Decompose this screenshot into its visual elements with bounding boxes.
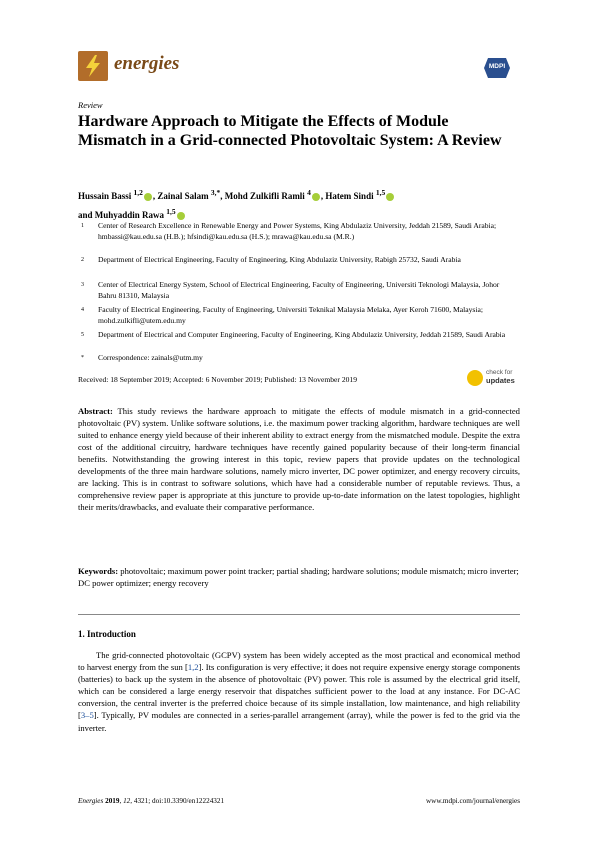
- update-badge-icon: [467, 370, 483, 386]
- article-type: Review: [78, 100, 103, 110]
- orcid-icon[interactable]: [312, 193, 320, 201]
- affiliation: [78, 280, 518, 301]
- section-heading: 1. Introduction: [78, 629, 136, 639]
- author-list: Hussain Bassi $^{1,2}$ , Zainal Salam $^{3,*}$, Mohd Zulkifli Ramli $^4$ , Hatem Sindi $^{1,5}$ and Muhyaddin Rawa $^{1,5}$: [78, 185, 518, 223]
- body-text: The grid-connected photovoltaic (GCPV) system has been widely accepted as the most practical and economical method to harvest energy from the sun [: [78, 650, 520, 673]
- affiliation-number: 5: [81, 332, 84, 338]
- orcid-icon[interactable]: [386, 193, 394, 201]
- author-affil: 1,5: [375, 188, 386, 197]
- orcid-icon[interactable]: [144, 193, 152, 201]
- author-name[interactable]: Mohd Zulkifli Ramli: [224, 191, 305, 201]
- author-affil: 3,*: [210, 188, 221, 197]
- footer-doi: , 4321; doi:10.3390/en12224321: [130, 797, 225, 805]
- affiliation-number: 2: [81, 257, 84, 263]
- abstract-label: Abstract:: [78, 406, 113, 416]
- affiliation-text: Center of Research Excellence in Renewable Energy and Power Systems, King Abdulaziz University, Jeddah 21589, Saudi Arabia; hmbassi@kau.edu.sa (H.B.); hfsindi@kau.edu.sa (H.S.); mrawa@kau.edu.sa (M.R.): [98, 221, 497, 241]
- affiliation: [78, 305, 518, 326]
- footer-journal: Energies: [78, 797, 104, 805]
- affiliation-number: 3: [81, 282, 84, 288]
- body-text: ]. Typically, PV modules are connected in a series-parallel arrangement (array), while the power is fed to the grid via the inverter.: [78, 710, 520, 733]
- affiliation-text: Center of Electrical Energy System, School of Electrical Engineering, Faculty of Engineering, Universiti Teknologi Malaysia, Johor Bahru 81310, Malaysia: [98, 280, 500, 300]
- correspondence: [78, 353, 518, 364]
- check-label: check for: [486, 369, 513, 376]
- check-for-updates-button[interactable]: [467, 369, 521, 389]
- author-name[interactable]: Zainal Salam: [157, 191, 209, 201]
- author-name[interactable]: Muhyaddin Rawa: [94, 210, 165, 220]
- footer-url[interactable]: www.mdpi.com/journal/energies: [425, 797, 520, 805]
- updates-label: updates: [486, 376, 515, 385]
- author-name[interactable]: Hussain Bassi: [78, 191, 132, 201]
- publisher-label: MDPI: [488, 63, 506, 70]
- body-text: ]. Its configuration is very effective; it does not require expensive energy storage components (batteries) to back up the system in the absence of photovoltaic (PV) power. This role is assumed by the electrical grid itself, which can be considered a large energy reservoir that dispatches sufficient power to the load at any instance. For DC-AC conversion, the central inverter is the preferred choice because of its simple installation, low maintenance, and high reliability [: [78, 662, 520, 721]
- abstract: [78, 405, 520, 513]
- affiliation: [78, 330, 518, 341]
- affiliation-number: 4: [81, 307, 84, 313]
- intro-paragraph: [78, 649, 520, 734]
- paper-title: Hardware Approach to Mitigate the Effects of Module Mismatch in a Grid-connected Photovoltaic System: A Review: [78, 113, 502, 149]
- publication-dates: Received: 18 September 2019; Accepted: 6 November 2019; Published: 13 November 2019: [78, 375, 358, 384]
- affiliation-number: *: [81, 355, 84, 361]
- affiliation-text: Department of Electrical and Computer Engineering, Faculty of Engineering, King Abdulaziz University, Jeddah 21589, Saudi Arabia: [98, 330, 506, 339]
- journal-name[interactable]: energies: [114, 53, 180, 74]
- keywords: [78, 565, 520, 589]
- citation-link[interactable]: 3–5: [80, 710, 94, 721]
- abstract-text: This study reviews the hardware approach to mitigate the effects of module mismatch in a grid-connected photovoltaic (PV) system. Unlike software solutions, i.e. the maximum power tracking algorithm, hardware techniques are well suited to enhance energy yield because of their inherent ability to extract energy from the mismatched module. Despite the extra cost of the additional circuitry, hardware techniques have recently gained popularity because of their long-term financial benefits. Notwithstanding the growing interest in this topic, review papers that provide updates on the technological developments of the three main hardware solutions, namely micro inverter, DC power optimizer, and energy recovery circuits, are lacking. This is in contrast to software solutions, which have had a considerable number of reputable reviews. Thus, a comprehensive review paper is appropriate at this juncture to provide up-to-date information on the latest topologies, highlight their merits/drawbacks, and evaluate their comparative performance.: [78, 406, 520, 512]
- author-affil: 1,2: [133, 188, 143, 197]
- journal-logo: [78, 51, 108, 81]
- affiliation-number: 1: [81, 223, 84, 229]
- author-affil: 1,5: [166, 207, 176, 216]
- affiliation: [78, 221, 518, 242]
- affiliation: [78, 255, 518, 266]
- orcid-icon[interactable]: [177, 212, 185, 220]
- author-name[interactable]: Hatem Sindi: [325, 191, 374, 201]
- citation-link[interactable]: 1,2: [187, 662, 199, 673]
- footer-year: 2019: [105, 797, 120, 805]
- keywords-text: photovoltaic; maximum power point tracker; partial shading; hardware solutions; module mismatch; micro inverter; DC power optimizer; energy recovery: [78, 566, 519, 588]
- affiliation-text: Faculty of Electrical Engineering, Faculty of Engineering, Universiti Teknikal Malaysia Melaka, Ayer Keroh 71600, Malaysia; mohd.zulkifli@utem.edu.my: [98, 305, 483, 325]
- correspondence-text: Correspondence: zainals@utm.my: [98, 353, 203, 362]
- footer-citation: Energies 2019, 12, 4321; doi:10.3390/en12224321: [78, 797, 225, 805]
- divider: [78, 614, 520, 615]
- keywords-label: Keywords:: [78, 566, 119, 576]
- author-affil: 4: [307, 188, 311, 197]
- lightning-icon: [78, 51, 108, 81]
- mdpi-logo[interactable]: [484, 58, 510, 78]
- affiliation-text: Department of Electrical Engineering, Faculty of Engineering, King Abdulaziz University, Rabigh 25732, Saudi Arabia: [98, 255, 461, 264]
- footer-volume: 12: [123, 797, 131, 805]
